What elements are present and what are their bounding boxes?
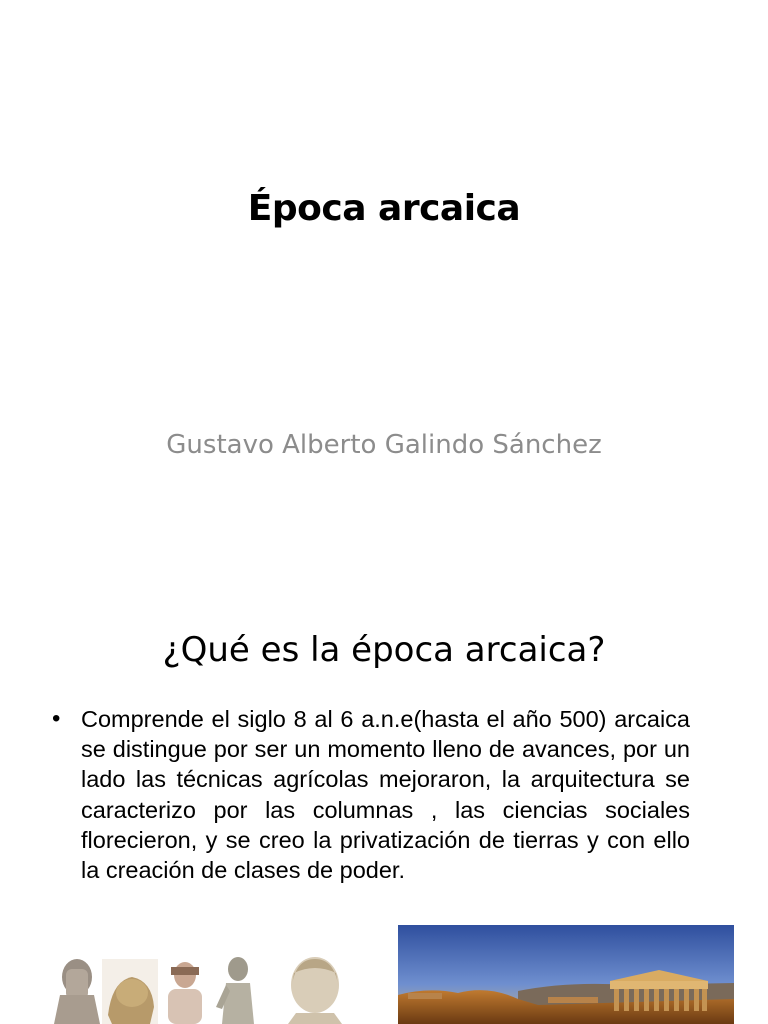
slide-subtitle: Gustavo Alberto Galindo Sánchez <box>166 430 602 460</box>
bullet-marker: • <box>52 705 61 732</box>
statue-3 <box>168 962 202 1024</box>
slide-2 <box>0 600 768 1024</box>
archaic-statues-image <box>40 955 370 1024</box>
slide-title: Época arcaica <box>247 188 521 229</box>
bullet-text: Comprende el siglo 8 al 6 a.n.e(hasta el año 500) arcaica se distingue por ser un momento lleno de avances, por un lado las técnicas agrícolas mejoraron, la arquitectura se caracterizo por las columnas , las ciencias sociales florecieron, y se creo la privatización de tierras y con ello la creación de clases de poder. <box>81 706 690 884</box>
statue-2 <box>102 959 158 1024</box>
acropolis-photo <box>398 925 734 1024</box>
slide-title: ¿Qué es la época arcaica? <box>162 630 606 670</box>
